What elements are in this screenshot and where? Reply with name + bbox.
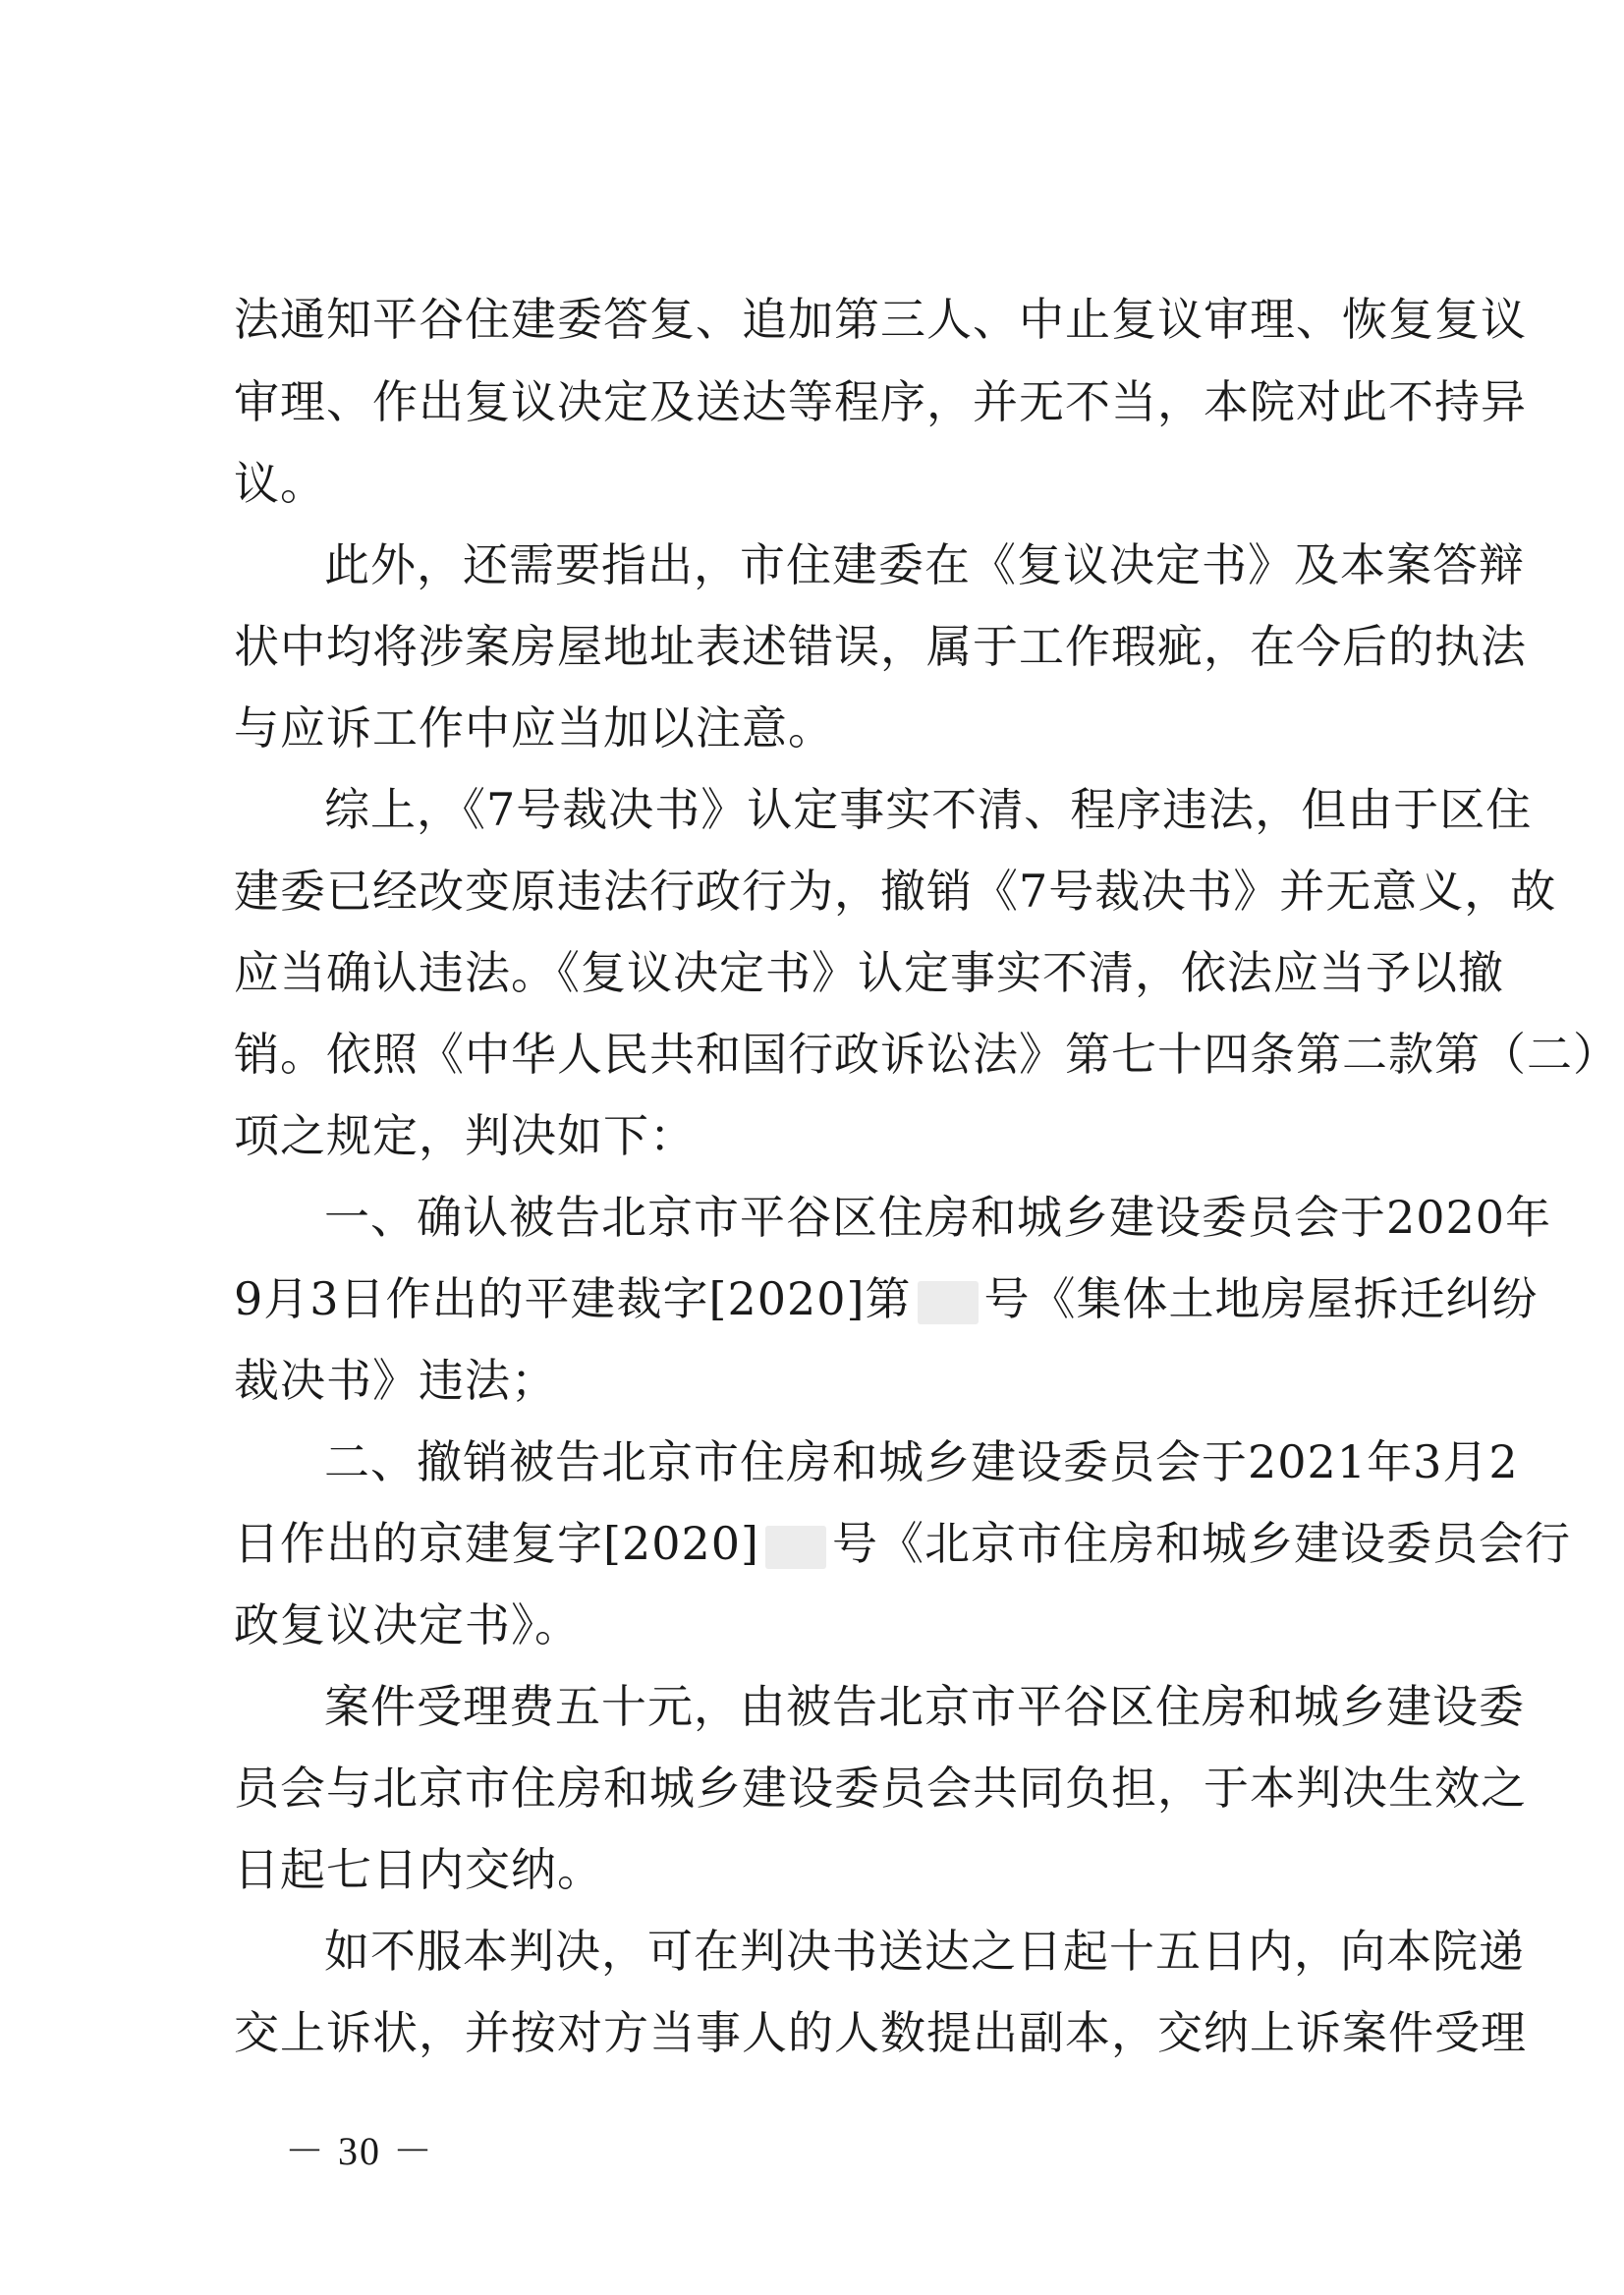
text-line: 审理、作出复议决定及送达等程序，并无不当，本院对此不持异 bbox=[234, 375, 1527, 428]
text-line: 员会与北京市住房和城乡建设委员会共同负担，于本判决生效之 bbox=[234, 1762, 1527, 1815]
text-segment: 号《集体土地房屋拆迁纠纷 bbox=[983, 1272, 1539, 1325]
text-line: 状中均将涉案房屋地址表述错误，属于工作瑕疵，在今后的执法 bbox=[234, 620, 1527, 673]
text-line: 案件受理费五十元，由被告北京市平谷区住房和城乡建设委 bbox=[324, 1680, 1525, 1733]
text-line: 项之规定，判决如下： bbox=[234, 1109, 696, 1162]
text-line: 销。依照《中华人民共和国行政诉讼法》第七十四条第二款第（二） bbox=[234, 1028, 1619, 1081]
text-line bbox=[234, 1264, 1539, 1333]
text-line: 日起七日内交纳。 bbox=[234, 1843, 603, 1896]
text-segment: 号《北京市住房和城乡建设委员会行 bbox=[831, 1517, 1571, 1570]
text-line: 一、确认被告北京市平谷区住房和城乡建设委员会于2020年 bbox=[324, 1191, 1552, 1244]
text-line: 与应诉工作中应当加以注意。 bbox=[234, 701, 834, 755]
text-line: 综上，《7号裁决书》认定事实不清、程序违法，但由于区住 bbox=[324, 783, 1533, 836]
text-line: 法通知平谷住建委答复、追加第三人、中止复议审理、恢复复议 bbox=[234, 293, 1527, 346]
text-segment: 9月3日作出的平建裁字[2020]第 bbox=[234, 1272, 912, 1325]
text-line: 建委已经改变原违法行政行为，撤销《7号裁决书》并无意义，故 bbox=[234, 865, 1557, 918]
text-line bbox=[234, 1509, 1571, 1578]
text-line: 二、撤销被告北京市住房和城乡建设委员会于2021年3月2 bbox=[324, 1435, 1519, 1488]
redaction-block bbox=[765, 1526, 826, 1569]
text-line: 裁决书》违法； bbox=[234, 1354, 557, 1407]
text-segment: 日作出的京建复字[2020] bbox=[234, 1517, 759, 1570]
text-line: 政复议决定书》。 bbox=[234, 1598, 581, 1651]
redaction-block bbox=[918, 1281, 979, 1324]
page-number: － 30 － bbox=[285, 2129, 434, 2173]
text-line: 交上诉状，并按对方当事人的人数提出副本，交纳上诉案件受理 bbox=[234, 2006, 1527, 2059]
text-line: 如不服本判决，可在判决书送达之日起十五日内，向本院递 bbox=[324, 1925, 1525, 1978]
text-line: 议。 bbox=[234, 457, 326, 510]
text-line: 此外，还需要指出，市住建委在《复议决定书》及本案答辩 bbox=[324, 538, 1525, 591]
text-line: 应当确认违法。《复议决定书》认定事实不清，依法应当予以撤 bbox=[234, 946, 1504, 999]
